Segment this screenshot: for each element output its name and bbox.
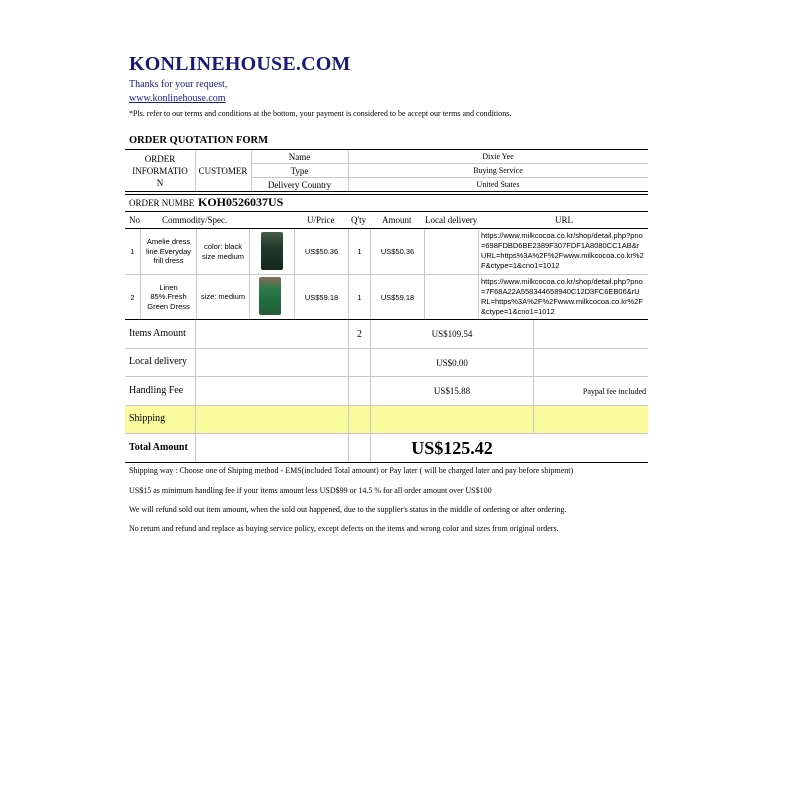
item-uprice: US$50.36 [304,247,339,256]
terms-note: *Pls. refer to our terms and conditions at the bottom, your payment is considered to be accept our terms and conditions. [129,109,512,118]
item-name: Linen 85%.Fresh Green Dress [147,282,190,311]
col-url: URL [555,215,573,225]
item-col-divider [478,229,479,319]
col-no: No [129,215,140,225]
items-amount-label: Items Amount [129,328,186,339]
company-title: KONLINEHOUSE.COM [129,53,351,75]
website-link[interactable]: www.konlinehouse.com [129,93,226,104]
terms-line: US$15 as minimum handling fee if your items amount less USD$99 or 14.5 % for all order amount over US$100 [129,486,492,495]
item-photo [261,232,283,270]
col-commodity: Commodity/Spec. [162,215,228,225]
order-number-label: ORDER NUMBE [129,198,195,208]
summary-bottom-border [125,462,648,463]
handling-fee-label: Handling Fee [129,385,184,396]
item-qty: 1 [357,247,362,256]
form-title: ORDER QUOTATION FORM [129,135,269,146]
name-value: Dixie Yee [482,152,514,161]
name-label: Name [288,151,311,162]
local-delivery-value: US$0.00 [436,357,468,368]
order-number-border [125,211,648,212]
item-url[interactable]: https://www.milkcocoa.co.kr/shop/detail.php?pno=698FDBD6BE2389F307FDF1A8080CC1AB&rURL=https%3A%2F%2Fwww.milkcocoa.co.kr%2F&ctype=1&cno1=1012 [481,231,644,270]
type-value: Buying Service [473,166,523,175]
item-qty: 1 [357,292,362,302]
summary-row-divider [125,405,648,406]
col-qty: Q'ty [351,215,367,225]
country-value: United States [476,180,520,189]
col-uprice: U/Price [307,215,335,225]
shipping-highlight [125,405,648,433]
items-amount-value: US$109.54 [431,329,473,339]
handling-fee-note: Paypal fee included [582,386,646,396]
terms-line: No return and refund and replace as buying service policy, except defects on the items and wrong color and sizes from original orders. [129,524,559,533]
order-number-value: KOH0526037US [198,195,284,209]
item-amount: US$50.36 [380,247,415,256]
item-spec: size: medium [200,292,246,302]
item-name: Amelie dress line.Everyday frill dress [145,237,192,266]
item-no: 2 [130,292,135,302]
item-uprice: US$59.18 [304,292,339,302]
item-col-divider [424,229,425,319]
info-bottom-border [125,191,648,192]
item-spec: color: black size medium [201,242,245,261]
shipping-label: Shipping [129,413,166,424]
local-delivery-label: Local delivery [129,356,188,367]
item-amount: US$59.18 [380,292,415,302]
total-amount-value: US$125.42 [411,437,493,458]
item-url[interactable]: https://www.milkcocoa.co.kr/shop/detail.php?pno=7F68A22A558344658940C12D3FC6EB06&rURL=https%3A%2F%2Fwww.milkcocoa.co.kr%2F&ctype=1&cno1=1012 [481,277,643,316]
item-no: 1 [130,247,135,256]
country-label: Delivery Country [267,179,332,190]
customer-label: CUSTOMER [198,165,248,176]
item-col-divider [249,229,250,319]
type-label: Type [290,165,309,176]
items-qty-total: 2 [357,328,362,340]
item-photo [259,277,281,315]
order-information-label: ORDER INFORMATIO N [132,153,188,188]
terms-line: We will refund sold out item amount, when the sold out happened, due to the supplier's status in the middle of ordering or after ordering. [129,505,567,514]
handling-fee-value: US$15.88 [433,386,471,396]
summary-col-divider [195,320,196,462]
col-local-delivery: Local delivery [425,215,478,225]
total-amount-label: Total Amount [129,442,188,453]
terms-line: Shipping way : Choose one of Shiping method - EMS(included Total amount) or Pay later ( will be charged later and pay before shipment) [129,466,574,475]
thanks-text: Thanks for your request, [129,79,228,90]
col-amount: Amount [382,215,412,225]
